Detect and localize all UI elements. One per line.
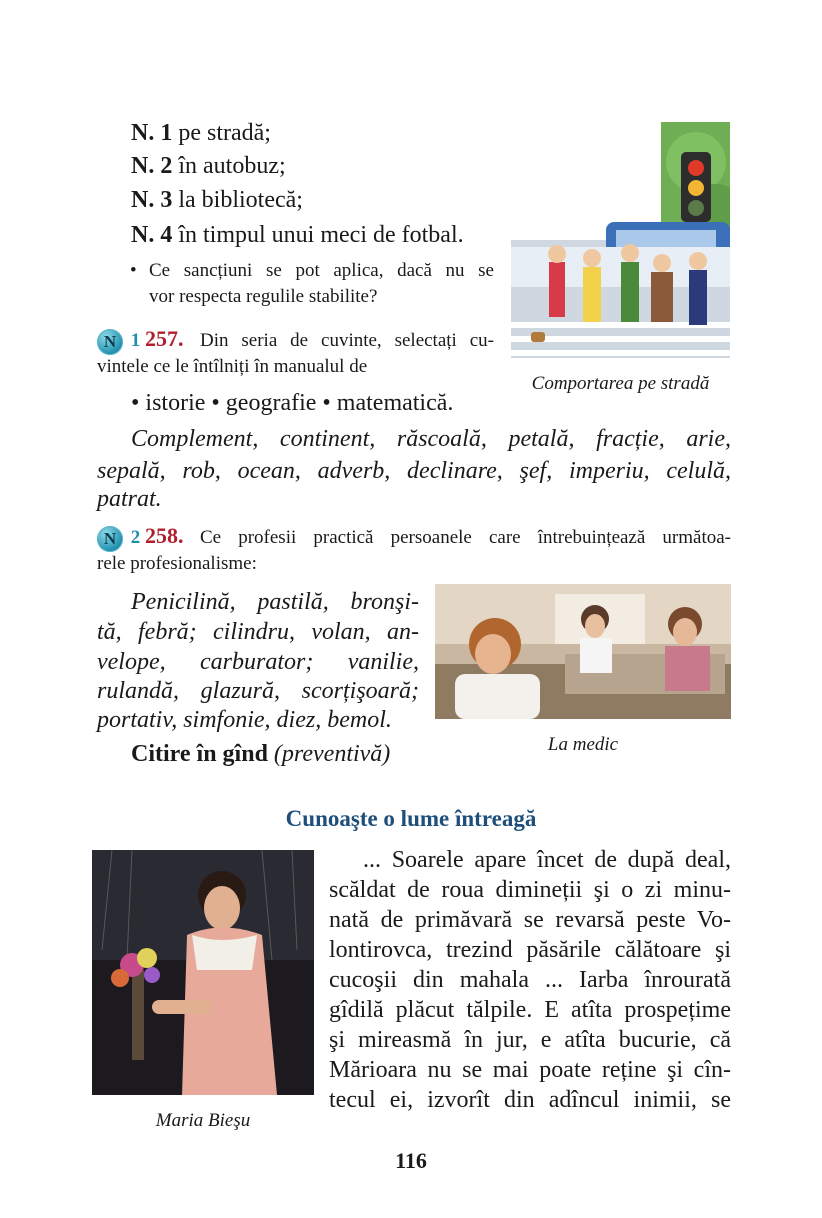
profession-words: tă, febră; cilindru, volan, an-: [97, 619, 419, 645]
story-line: Mărioara nu se mai poate reține şi cîn-: [329, 1057, 731, 1083]
subjects-list: • istorie • geografie • matematică.: [131, 390, 454, 416]
exercise-level: 1: [130, 330, 141, 351]
numbered-line: N. 3 la bibliotecă;: [131, 187, 303, 213]
singer-portrait-drawing: [92, 850, 314, 1095]
exercise-level: 2: [130, 527, 141, 548]
story-line: nată de primăvară se revarsă peste Vo-: [329, 907, 731, 933]
question-line: Ce sancțiuni se pot aplica, dacă nu se: [149, 260, 494, 281]
street-illustration: [511, 122, 730, 358]
story-line: şi mireasmă în jur, e atîta bucurie, că: [329, 1027, 731, 1053]
story-line: ... Soarele apare încet de după deal,: [363, 847, 731, 873]
profession-words: velope, carburator; vanilie,: [97, 649, 419, 675]
word-series: patrat.: [97, 486, 162, 512]
new-level-badge: N: [97, 329, 123, 355]
page-number: 116: [395, 1148, 427, 1173]
section-title: Cunoaşte o lume întreagă: [285, 806, 537, 831]
exercise-257-text: Din seria de cuvinte, selectați cu-: [200, 330, 494, 351]
silent-reading-label: Citire în gînd (preventivă): [131, 741, 391, 767]
profession-words: rulandă, glazură, scorțişoară;: [97, 678, 419, 704]
medic-photo: [435, 584, 731, 719]
story-line: tecul ei, izvorît din adîncul inimii, se: [329, 1087, 731, 1113]
exercise-number: 257.: [145, 326, 184, 351]
medic-scene-drawing: [435, 584, 731, 719]
numbered-line: N. 2 în autobuz;: [131, 153, 286, 179]
street-caption: Comportarea pe stradă: [531, 373, 710, 394]
numbered-line: N. 1 pe stradă;: [131, 120, 271, 146]
profession-words: Penicilină, pastilă, bronşi-: [131, 589, 419, 615]
street-scene-drawing: [511, 122, 730, 358]
singer-caption: Maria Bieşu: [155, 1110, 251, 1131]
exercise-number: 258.: [145, 523, 184, 548]
story-line: cucoşii din mahala ... Iarba înrourată: [329, 967, 731, 993]
story-line: scăldat de roua dimineții şi o zi minu-: [329, 877, 731, 903]
word-series: Complement, continent, răscoală, petală, fracție, arie,: [131, 426, 731, 452]
story-line: gîdilă plăcut tălpile. E atîta prospețime: [329, 997, 731, 1023]
story-line: lontirovca, trezind păsările călătoare şi: [329, 937, 731, 963]
exercise-257-text: vintele ce le întîlniți în manualul de: [97, 356, 368, 377]
exercise-257-header: [97, 326, 184, 355]
medic-caption: La medic: [547, 734, 619, 755]
new-level-badge: N: [97, 526, 123, 552]
word-series: sepală, rob, ocean, adverb, declinare, şef, imperiu, celulă,: [97, 458, 731, 484]
exercise-258-header: [97, 523, 184, 552]
question-bullet: •: [130, 260, 137, 281]
numbered-line: N. 4 în timpul unui meci de fotbal.: [131, 222, 464, 248]
exercise-258-text: Ce profesii practică persoanele care întrebuințează următoa-: [200, 527, 731, 548]
profession-words: portativ, simfonie, diez, bemol.: [97, 707, 392, 733]
question-line: vor respecta regulile stabilite?: [149, 286, 378, 307]
exercise-258-text: rele profesionalisme:: [97, 553, 257, 574]
singer-photo: [92, 850, 314, 1095]
